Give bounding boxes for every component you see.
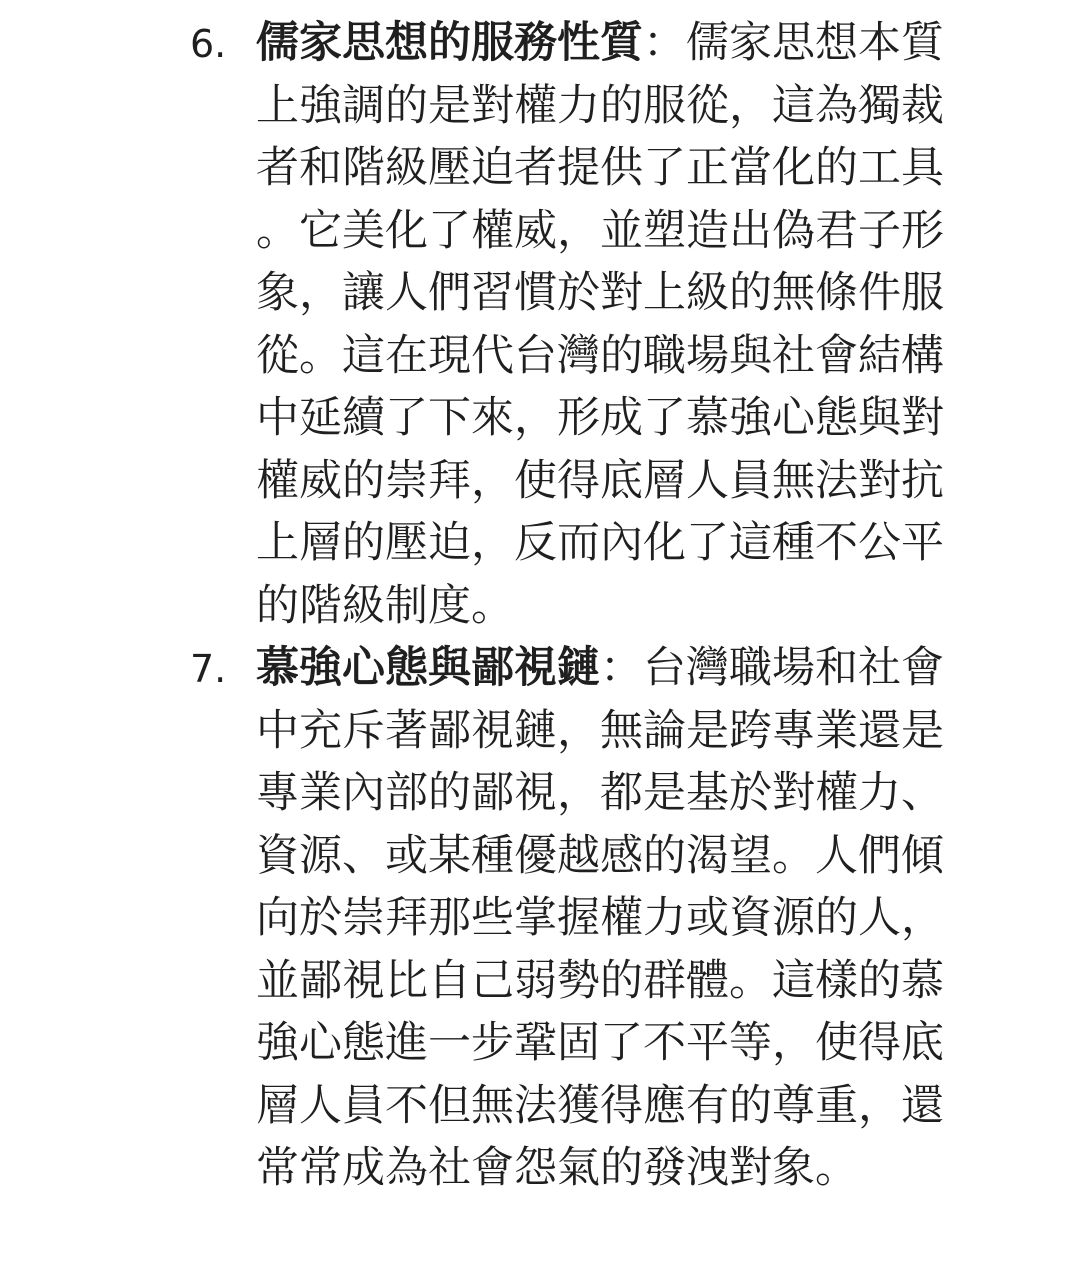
item-body <box>256 637 974 1200</box>
numbered-list <box>190 12 980 1200</box>
item-title: 儒家思想的服務性質 <box>256 18 643 68</box>
list-item-7 <box>190 637 980 1200</box>
item-number: 6. <box>190 22 227 66</box>
item-text: ：儒家思想本質上強調的是對權力的服從，這為獨裁者和階級壓迫者提供了正當化的工具。它美化了權威，並塑造出偽君子形象，讓人們習慣於對上級的無條件服從。這在現代台灣的職場與社會結構中延續了下來，形成了慕強心態與對權威的崇拜，使得底層人員無法對抗上層的壓迫，反而內化了這種不公平的階級制度。 <box>256 18 944 631</box>
item-title: 慕強心態與鄙視鏈 <box>256 643 600 693</box>
list-item-6 <box>190 12 980 637</box>
item-body <box>256 12 974 637</box>
item-number: 7. <box>190 647 227 691</box>
item-text: ：台灣職場和社會中充斥著鄙視鏈，無論是跨專業還是專業內部的鄙視，都是基於對權力、資源、或某種優越感的渴望。人們傾向於崇拜那些掌握權力或資源的人，並鄙視比自己弱勢的群體。這樣的慕強心態進一步鞏固了不平等，使得底層人員不但無法獲得應有的尊重，還常常成為社會怨氣的發洩對象。 <box>256 643 944 1193</box>
